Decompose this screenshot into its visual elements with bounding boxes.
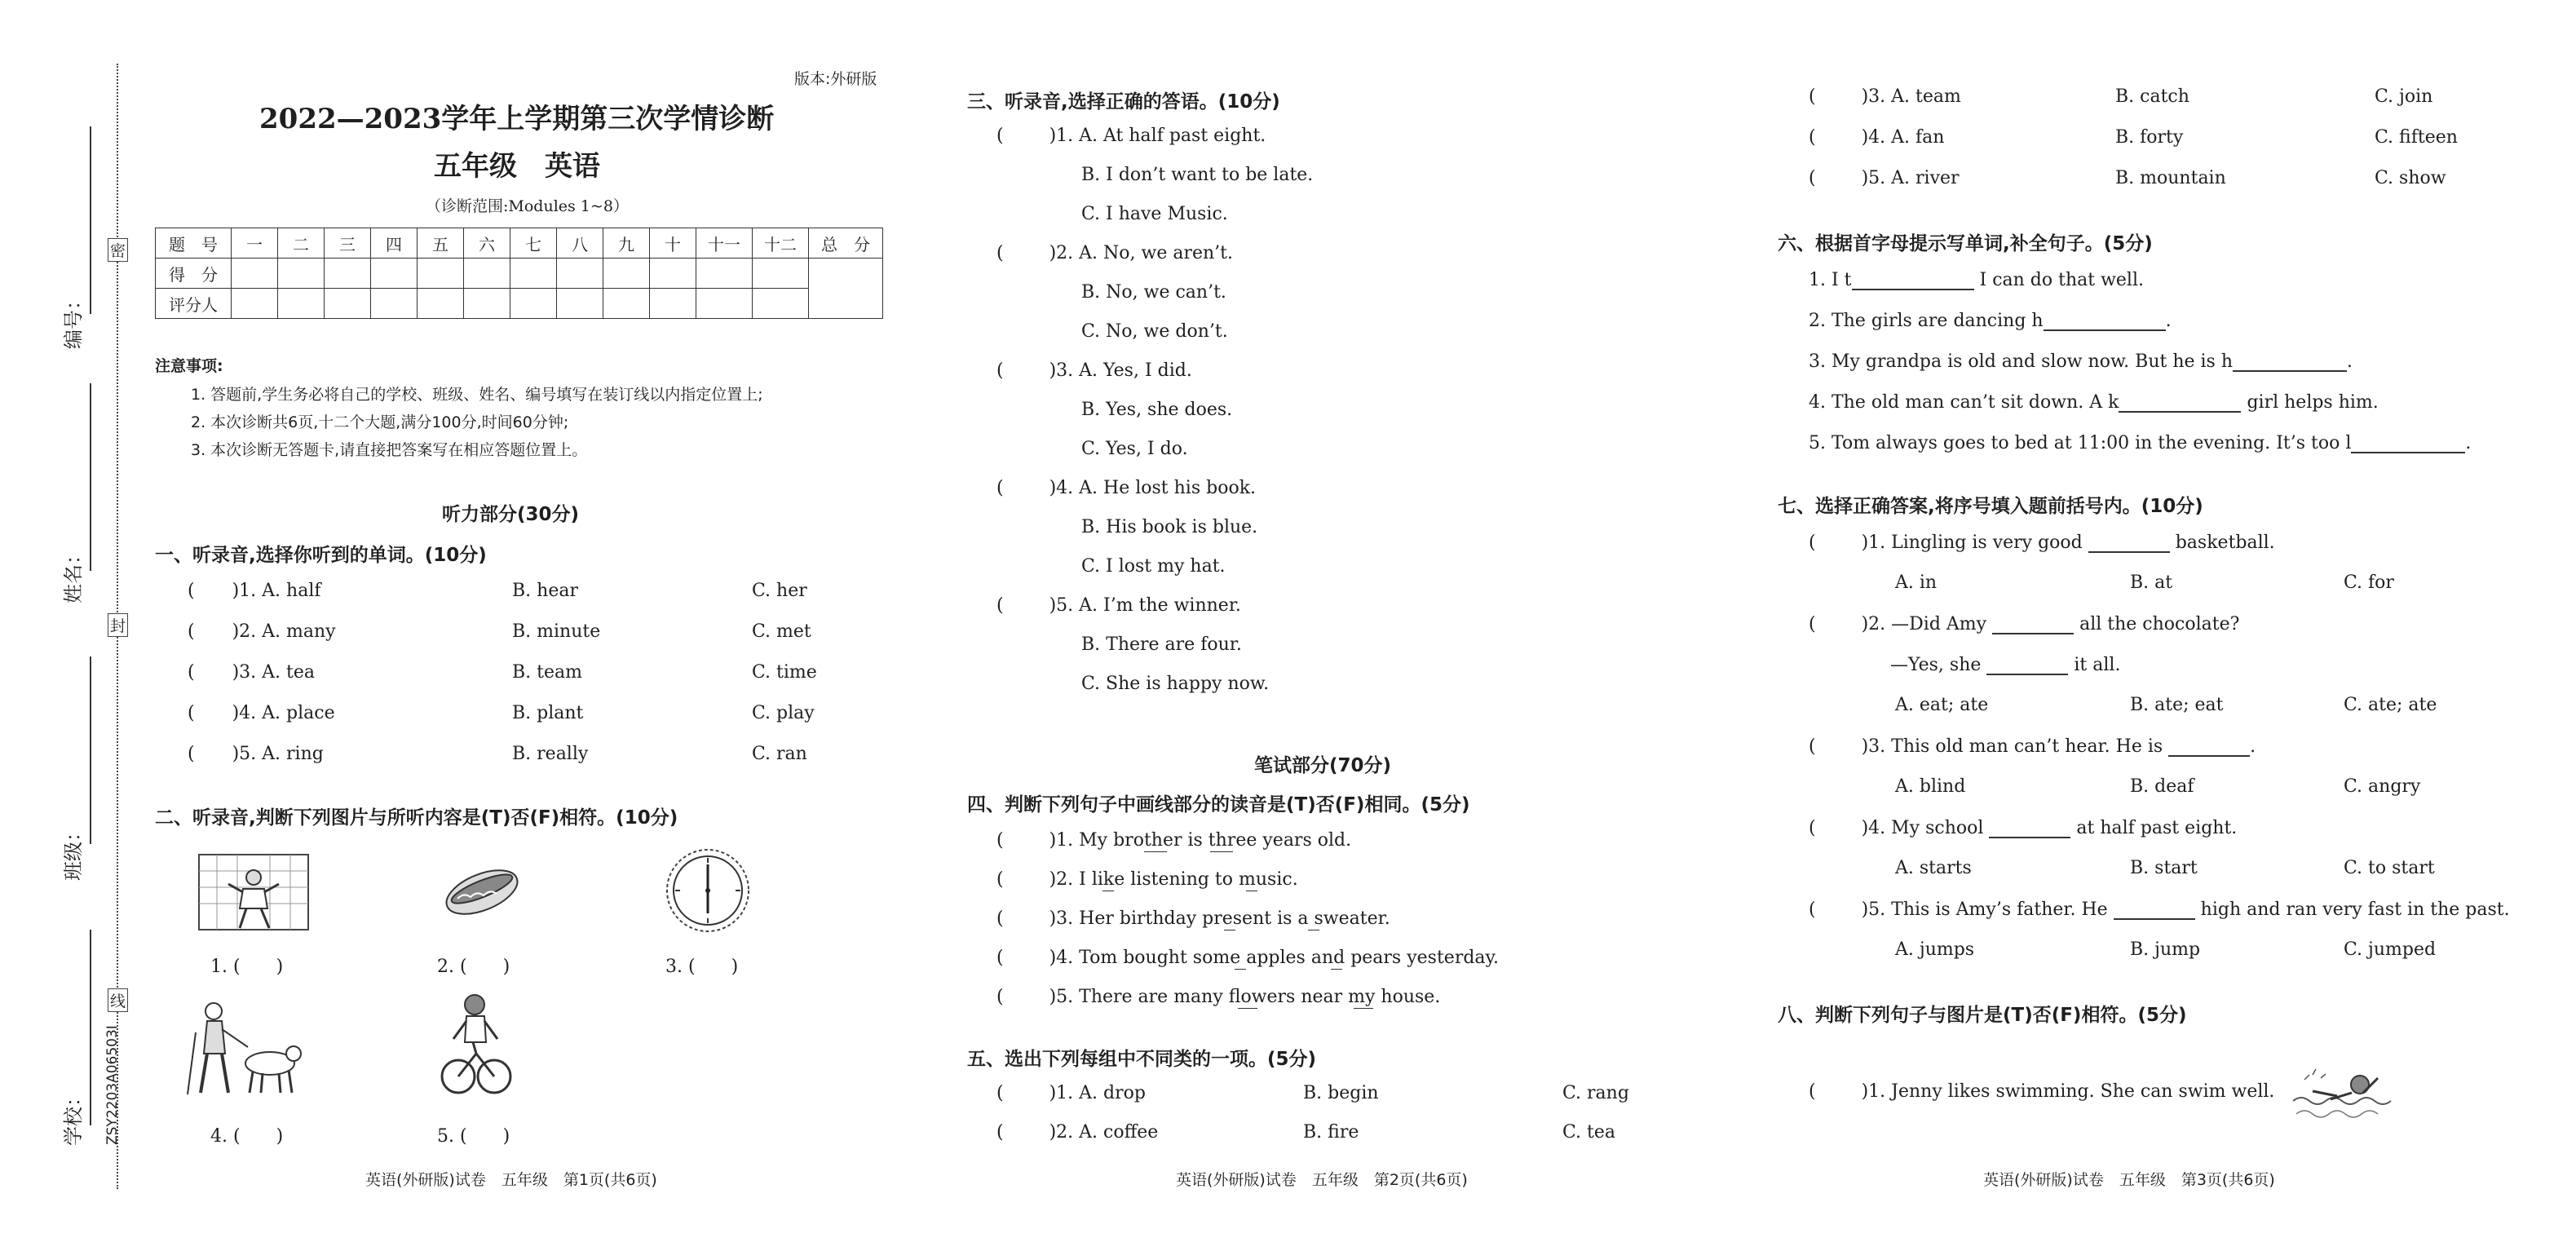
sec5-item-2: ( )2. A. coffee xyxy=(996,1122,1159,1143)
grader-cell[interactable] xyxy=(232,289,278,319)
grader-cell[interactable] xyxy=(325,289,371,319)
page-footer: 英语(外研版)试卷 五年级 第3页(共6页) xyxy=(1983,1171,2275,1189)
table-header-cell: 九 xyxy=(603,228,650,259)
page-footer: 英语(外研版)试卷 五年级 第1页(共6页) xyxy=(365,1171,657,1189)
paper-code: ZSY2203A06503I xyxy=(104,1025,121,1145)
sec8-item-1: ( )1. Jenny likes swimming. She can swim well. xyxy=(1809,1081,2275,1102)
answer-paren[interactable]: ( xyxy=(188,621,195,642)
blind-man-dog-picture xyxy=(184,997,307,1101)
seal-char-xian: 线 xyxy=(108,988,128,1012)
option-a: )4. A. place xyxy=(232,703,335,723)
option-b: B. hear xyxy=(512,581,578,601)
score-cell[interactable] xyxy=(371,259,418,289)
answer-paren[interactable]: ( xyxy=(996,595,1004,616)
option-b: B. start xyxy=(2130,858,2198,878)
option-b: B. fire xyxy=(1303,1122,1359,1143)
option-b: B. There are four. xyxy=(1081,634,1242,655)
option-b: B. ate; eat xyxy=(2130,695,2224,715)
swimming-girl-picture xyxy=(2288,1060,2394,1130)
score-table xyxy=(155,228,883,319)
fill-blank[interactable] xyxy=(2351,432,2465,453)
label-number: 编号： xyxy=(62,290,85,349)
label-class: 班级： xyxy=(62,822,85,881)
sec3-question-3: ( )3. A. Yes, I did. xyxy=(996,360,1192,381)
binding-blank-class xyxy=(90,656,91,844)
option-c: C. ate; ate xyxy=(2344,695,2437,715)
grader-cell[interactable] xyxy=(418,289,464,319)
answer-paren[interactable]: ( xyxy=(996,243,1004,263)
table-header-cell: 八 xyxy=(557,228,603,259)
answer-paren[interactable]: ( xyxy=(1809,899,1816,920)
option-c: C. to start xyxy=(2344,858,2435,878)
label-school: 学校： xyxy=(62,1087,85,1146)
fill-blank[interactable] xyxy=(2088,532,2170,553)
table-row-label: 得 分 xyxy=(156,259,232,289)
underline-mark xyxy=(1354,1008,1373,1009)
fill-blank[interactable] xyxy=(1852,269,1974,290)
answer-paren[interactable]: ( xyxy=(996,360,1004,381)
sec5-item-5: ( )5. A. river xyxy=(1809,168,1960,188)
option-a: A. in xyxy=(1895,572,1938,593)
option-a: A. starts xyxy=(1895,858,1972,878)
section-8-title: 八、判断下列句子与图片是(T)否(F)相符。(5分) xyxy=(1778,1005,2187,1026)
grader-cell[interactable] xyxy=(650,289,696,319)
option-c: C. I lost my hat. xyxy=(1081,556,1226,577)
option-c: C. fifteen xyxy=(2375,127,2458,148)
option-c: C. rang xyxy=(1562,1083,1629,1103)
total-score-cell[interactable] xyxy=(809,259,883,319)
sec3-question-1: ( )1. A. At half past eight. xyxy=(996,126,1266,146)
underline-mark xyxy=(1235,969,1246,970)
answer-paren[interactable]: ( xyxy=(188,581,195,601)
option-a: )1. A. half xyxy=(232,581,321,601)
option-c: C. ran xyxy=(752,744,807,764)
sec3-question-5: ( )5. A. I’m the winner. xyxy=(996,595,1241,616)
sec6-item-3: 3. My grandpa is old and slow now. But he is h . xyxy=(1809,351,2353,372)
grader-cell[interactable] xyxy=(753,289,809,319)
hot-dog-picture xyxy=(437,856,527,922)
table-header-cell: 三 xyxy=(325,228,371,259)
grader-cell[interactable] xyxy=(557,289,603,319)
score-cell[interactable] xyxy=(325,259,371,289)
sec4-item-1: ( )1. My brother is three years old. xyxy=(996,830,1352,851)
answer-paren[interactable]: ( xyxy=(996,1122,1004,1143)
option-a: A. eat; ate xyxy=(1895,695,1989,715)
score-cell[interactable] xyxy=(418,259,464,289)
note-line: 3. 本次诊断无答题卡,请直接把答案写在相应答题位置上。 xyxy=(191,441,588,459)
listening-part-heading: 听力部分(30分) xyxy=(442,504,580,525)
grader-cell[interactable] xyxy=(371,289,418,319)
option-a: )5. A. ring xyxy=(232,744,324,764)
answer-paren[interactable]: ( xyxy=(1809,168,1816,188)
table-header-cell: 总 分 xyxy=(809,228,883,259)
option-c: C. show xyxy=(2375,168,2446,188)
page-footer: 英语(外研版)试卷 五年级 第2页(共6页) xyxy=(1176,1171,1468,1189)
fill-blank[interactable] xyxy=(2119,391,2241,413)
writing-part-heading: 笔试部分(70分) xyxy=(1254,755,1392,776)
sec4-item-4: ( )4. Tom bought some apples and pears yesterday. xyxy=(996,948,1500,968)
option-c: C. met xyxy=(752,621,811,642)
table-header-cell: 题 号 xyxy=(156,228,232,259)
option-c: C. for xyxy=(2344,572,2394,593)
option-b: B. His book is blue. xyxy=(1081,517,1258,537)
answer-paren[interactable]: ( xyxy=(188,703,195,723)
answer-paren[interactable]: ( xyxy=(188,662,195,683)
score-cell[interactable] xyxy=(232,259,278,289)
boy-cycling-picture xyxy=(440,988,514,1101)
score-table-row xyxy=(156,289,883,319)
option-b: B. plant xyxy=(512,703,584,723)
version-label: 版本:外研版 xyxy=(794,70,877,88)
fill-blank[interactable] xyxy=(2233,351,2347,372)
sec6-item-2: 2. The girls are dancing h . xyxy=(1809,311,2172,331)
fill-blank[interactable] xyxy=(1992,613,2074,634)
option-b: B. jump xyxy=(2130,939,2201,960)
option-c: C. tea xyxy=(1562,1122,1616,1143)
sec7-question-3: ( )3. This old man can’t hear. He is . xyxy=(1809,736,2256,757)
section-6-title: 六、根据首字母提示写单词,补全句子。(5分) xyxy=(1778,233,2153,254)
grader-cell[interactable] xyxy=(603,289,650,319)
option-b: B. No, we can’t. xyxy=(1081,282,1226,303)
sec1-row-3 xyxy=(188,662,315,683)
underline-mark xyxy=(1144,851,1167,852)
fill-blank[interactable] xyxy=(2044,310,2166,331)
answer-paren[interactable]: ( xyxy=(1809,736,1816,757)
underline-mark xyxy=(1238,1008,1257,1009)
section-3-title: 三、听录音,选择正确的答语。(10分) xyxy=(967,91,1280,113)
sec4-item-5: ( )5. There are many flowers near my house. xyxy=(996,987,1441,1007)
answer-paren[interactable]: ( xyxy=(996,1083,1004,1103)
sec1-row-5 xyxy=(188,744,324,764)
option-c: C. join xyxy=(2375,86,2433,107)
answer-paren[interactable]: ( xyxy=(996,830,1004,851)
section-1-title: 一、听录音,选择你听到的单词。(10分) xyxy=(155,545,487,566)
answer-paren[interactable]: ( xyxy=(1809,86,1816,107)
score-cell[interactable] xyxy=(510,259,557,289)
underline-mark xyxy=(1331,969,1342,970)
exam-title: 2022—2023学年上学期第三次学情诊断 xyxy=(259,103,775,135)
grader-cell[interactable] xyxy=(510,289,557,319)
sec1-row-4 xyxy=(188,703,335,723)
option-c: C. angry xyxy=(2344,776,2421,797)
score-cell[interactable] xyxy=(464,259,510,289)
goalkeeper-picture xyxy=(192,850,315,939)
sec1-row-2 xyxy=(188,621,336,642)
score-cell[interactable] xyxy=(753,259,809,289)
sec6-item-5: 5. Tom always goes to bed at 11:00 in the evening. It’s too l . xyxy=(1809,433,2472,453)
option-a: )2. A. many xyxy=(232,621,336,642)
score-cell[interactable] xyxy=(278,259,325,289)
answer-paren[interactable]: ( xyxy=(996,987,1004,1007)
option-b: B. I don’t want to be late. xyxy=(1081,165,1314,185)
underline-mark xyxy=(1210,851,1233,852)
grader-cell[interactable] xyxy=(464,289,510,319)
table-header-cell: 十 xyxy=(650,228,696,259)
option-c: C. play xyxy=(752,703,815,723)
picture-label-4[interactable]: 4. ( ) xyxy=(210,1126,284,1147)
exam-scope: （诊断范围:Modules 1~8） xyxy=(426,197,629,215)
option-a: A. blind xyxy=(1895,776,1966,797)
option-b: B. team xyxy=(512,662,582,683)
option-b: B. forty xyxy=(2115,127,2184,148)
exam-subtitle: 五年级 英语 xyxy=(434,150,600,183)
grader-cell[interactable] xyxy=(278,289,325,319)
note-line: 1. 答题前,学生务必将自己的学校、班级、姓名、编号填写在装订线以内指定位置上; xyxy=(191,386,763,404)
label-name: 姓名： xyxy=(62,545,85,603)
table-header-cell: 十二 xyxy=(753,228,809,259)
answer-paren[interactable]: ( xyxy=(996,478,1004,498)
answer-paren[interactable]: ( xyxy=(1809,818,1816,838)
binding-blank-name xyxy=(90,383,91,571)
answer-paren[interactable]: ( xyxy=(1809,1081,1816,1102)
option-c: C. I have Music. xyxy=(1081,204,1228,224)
table-header-cell: 七 xyxy=(510,228,557,259)
option-b: B. deaf xyxy=(2130,776,2194,797)
sec4-item-3: ( )3. Her birthday present is a sweater. xyxy=(996,908,1390,929)
option-c: C. her xyxy=(752,581,807,601)
option-b: B. begin xyxy=(1303,1083,1379,1103)
option-c: C. Yes, I do. xyxy=(1081,439,1188,459)
seal-char-feng: 封 xyxy=(108,613,128,637)
table-header-cell: 五 xyxy=(418,228,464,259)
sec6-item-1: 1. I t I can do that well. xyxy=(1809,270,2144,290)
seal-char-mi: 密 xyxy=(108,238,128,262)
sec7-question-5: ( )5. This is Amy’s father. He high and ran very fast in the past. xyxy=(1809,899,2510,920)
sec3-question-4: ( )4. A. He lost his book. xyxy=(996,478,1257,498)
fill-blank[interactable] xyxy=(1989,817,2070,838)
option-c: C. jumped xyxy=(2344,939,2437,960)
score-table-header-row xyxy=(156,228,883,259)
option-a: )3. A. tea xyxy=(232,662,316,683)
option-b: B. at xyxy=(2130,572,2173,593)
note-line: 2. 本次诊断共6页,十二个大题,满分100分,时间60分钟; xyxy=(191,413,569,431)
section-2-title: 二、听录音,判断下列图片与所听内容是(T)否(F)相符。(10分) xyxy=(155,807,678,829)
sec6-item-4: 4. The old man can’t sit down. A k girl helps him. xyxy=(1809,392,2379,413)
section-7-title: 七、选择正确答案,将序号填入题前括号内。(10分) xyxy=(1778,496,2203,517)
section-4-title: 四、判断下列句子中画线部分的读音是(T)否(F)相同。(5分) xyxy=(967,794,1470,815)
fill-blank[interactable] xyxy=(2114,899,2195,920)
table-header-cell: 十一 xyxy=(696,228,753,259)
picture-label-3[interactable]: 3. ( ) xyxy=(665,957,739,977)
sec7-question-2-reply: —Yes, she it all. xyxy=(1890,655,2121,675)
score-cell[interactable] xyxy=(603,259,650,289)
option-b: B. mountain xyxy=(2115,168,2226,188)
sec7-question-2: ( )2. —Did Amy all the chocolate? xyxy=(1809,614,2240,634)
sec7-question-4: ( )4. My school at half past eight. xyxy=(1809,818,2238,838)
sec1-row-1 xyxy=(188,581,321,601)
answer-paren[interactable]: ( xyxy=(1809,614,1816,634)
answer-paren[interactable]: ( xyxy=(996,908,1004,929)
picture-label-5[interactable]: 5. ( ) xyxy=(437,1126,510,1147)
grader-cell[interactable] xyxy=(696,289,753,319)
fill-blank[interactable] xyxy=(2168,736,2250,757)
score-cell[interactable] xyxy=(696,259,753,289)
sec5-item-3: ( )3. A. team xyxy=(1809,86,1961,107)
answer-paren[interactable]: ( xyxy=(996,948,1004,968)
sec5-item-1: ( )1. A. drop xyxy=(996,1083,1146,1103)
picture-label-1[interactable]: 1. ( ) xyxy=(210,957,284,977)
score-cell[interactable] xyxy=(650,259,696,289)
section-5-title: 五、选出下列每组中不同类的一项。(5分) xyxy=(967,1049,1317,1070)
option-a: A. jumps xyxy=(1895,939,1975,960)
fill-blank[interactable] xyxy=(1986,654,2068,675)
option-c: C. She is happy now. xyxy=(1081,674,1270,694)
option-c: C. No, we don’t. xyxy=(1081,321,1228,342)
sec3-question-2: ( )2. A. No, we aren’t. xyxy=(996,243,1234,263)
answer-paren[interactable]: ( xyxy=(1809,127,1816,148)
option-b: B. minute xyxy=(512,621,601,642)
binding-blank-number xyxy=(90,126,91,314)
answer-paren[interactable]: ( xyxy=(996,126,1004,146)
option-b: B. really xyxy=(512,744,589,764)
sec7-question-1: ( )1. Lingling is very good basketball. xyxy=(1809,533,2275,553)
answer-paren[interactable]: ( xyxy=(188,744,195,764)
binding-blank-school xyxy=(90,930,91,1125)
option-b: B. Yes, she does. xyxy=(1081,400,1233,420)
table-header-cell: 二 xyxy=(278,228,325,259)
table-row-label: 评分人 xyxy=(156,289,232,319)
answer-paren[interactable]: ( xyxy=(996,869,1004,890)
clock-picture xyxy=(662,845,753,936)
notes-title: 注意事项: xyxy=(155,357,223,375)
picture-label-2[interactable]: 2. ( ) xyxy=(437,957,510,977)
score-table-row xyxy=(156,259,883,289)
option-b: B. catch xyxy=(2115,86,2189,107)
sec4-item-2: ( )2. I like listening to music. xyxy=(996,869,1298,890)
answer-paren[interactable]: ( xyxy=(1809,533,1816,553)
score-cell[interactable] xyxy=(557,259,603,289)
table-header-cell: 四 xyxy=(371,228,418,259)
table-header-cell: 六 xyxy=(464,228,510,259)
option-c: C. time xyxy=(752,662,817,683)
sec5-item-4: ( )4. A. fan xyxy=(1809,127,1945,148)
table-header-cell: 一 xyxy=(232,228,278,259)
